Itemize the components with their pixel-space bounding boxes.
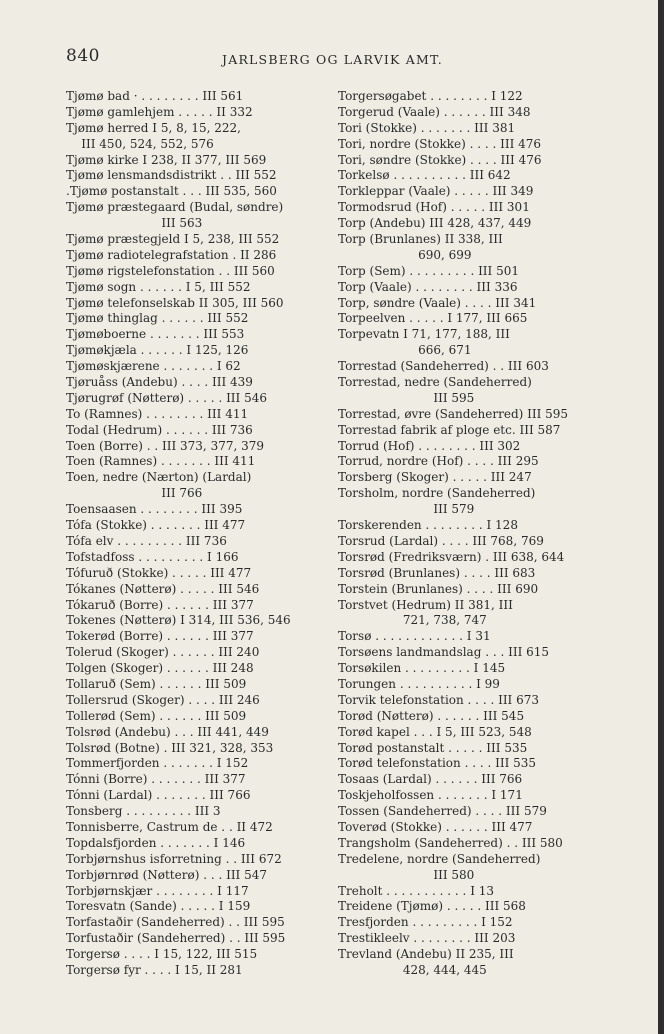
index-entry: Tónni (Borre) . . . . . . . III 377 [66,772,246,787]
index-entry: III 580 [338,867,475,882]
index-entry: Tjømø præstegaard (Budal, søndre) [66,200,284,215]
index-entry: Tónni (Lardal) . . . . . . . III 766 [66,788,251,803]
index-entry: Torrud (Hof) . . . . . . . . III 302 [338,438,521,453]
index-entry: Torød kapel . . . I 5, III 523, 548 [338,724,532,739]
index-entry: Toverød (Stokke) . . . . . . III 477 [338,819,533,834]
left-index-column [66,89,320,979]
index-entry: Torfastaðir (Sandeherred) . . III 595 [66,915,285,930]
index-entry: Todal (Hedrum) . . . . . . III 736 [66,422,253,437]
index-entry: Tjømøkjæla . . . . . . I 125, 126 [66,343,249,358]
index-entry: Tredelene, nordre (Sandeherred) [338,851,541,866]
index-entry: Treidene (Tjømø) . . . . . III 568 [338,899,526,914]
index-entry: Torbjørnrød (Nøtterø) . . . III 547 [66,867,268,882]
index-entry: Tjømø kirke I 238, II 377, III 569 [66,152,267,167]
index-entry: Torpeelven . . . . . I 177, III 665 [338,311,528,326]
index-entry: Tókanes (Nøtterø) . . . . . III 546 [66,581,260,596]
index-entry: Tófuruð (Stokke) . . . . . III 477 [66,565,252,580]
index-entry: Tonnisberre, Castrum de . . II 472 [66,819,273,834]
index-entry: Tjømø thinglag . . . . . . III 552 [66,311,249,326]
index-entry: Trevland (Andebu) II 235, III [338,947,514,962]
index-entry: Tókaruð (Borre) . . . . . . III 377 [66,597,254,612]
index-entry: Tjømø præstegjeld I 5, 238, III 552 [66,232,280,247]
index-entry: III 579 [338,502,475,517]
index-entry: Torsrød (Fredriksværn) . III 638, 644 [338,549,565,564]
index-entry: Tjømøboerne . . . . . . . III 553 [66,327,245,342]
index-entry: Torgersø fyr . . . . I 15, II 281 [66,962,243,977]
index-entry: Tosaas (Lardal) . . . . . . III 766 [338,772,523,787]
index-entry: Toen (Ramnes) . . . . . . . III 411 [66,454,256,469]
index-entry: .Tjømø postanstalt . . . III 535, 560 [66,184,277,199]
index-entry: Torstvet (Hedrum) II 381, III [338,597,513,612]
index-entry: Torrestad (Sandeherred) . . III 603 [338,359,549,374]
index-entry: Tolgen (Skoger) . . . . . . III 248 [66,661,254,676]
index-entry: Toensaasen . . . . . . . . III 395 [66,502,243,517]
index-entry: Tollerød (Sem) . . . . . . III 509 [66,708,247,723]
index-entry: Torungen . . . . . . . . . . I 99 [338,676,500,691]
index-entry: Torpevatn I 71, 177, 188, III [338,327,510,342]
index-entry: Tófa (Stokke) . . . . . . . III 477 [66,518,246,533]
index-entry: Torbjørnskjær . . . . . . . . I 117 [66,883,249,898]
index-entry: Tori (Stokke) . . . . . . . III 381 [338,120,516,135]
index-entry: Trestikleelv . . . . . . . . III 203 [338,931,516,946]
index-entry: Torsøens landmandslag . . . III 615 [338,645,550,660]
index-entry: Torød (Nøtterø) . . . . . . III 545 [338,708,525,723]
index-entry: Torrud, nordre (Hof) . . . . III 295 [338,454,539,469]
index-entry: III 563 [66,216,203,231]
index-entry: Torrestad, øvre (Sandeherred) III 595 [338,406,569,421]
index-entry: Torfustaðir (Sandeherred) . . III 595 [66,931,286,946]
index-entry: Torp, søndre (Vaale) . . . . III 341 [338,295,537,310]
index-entry: Tófa elv . . . . . . . . . III 736 [66,533,227,548]
index-entry: Tresfjorden . . . . . . . . . I 152 [338,915,513,930]
index-entry: Tori, nordre (Stokke) . . . . III 476 [338,136,542,151]
index-entry: Tjømø gamlehjem . . . . . II 332 [66,104,253,119]
index-entry: Trangsholm (Sandeherred) . . III 580 [338,835,563,850]
index-entry: Tonsberg . . . . . . . . . III 3 [66,804,221,819]
scan-edge [658,0,664,1034]
index-entry: Tjømø rigstelefonstation . . III 560 [66,263,275,278]
index-entry: Torsholm, nordre (Sandeherred) [338,486,536,501]
index-entry: Tokenes (Nøtterø) I 314, III 536, 546 [66,613,291,628]
index-entry: Tossen (Sandeherred) . . . . III 579 [338,804,547,819]
index-entry: Toen, nedre (Nærton) (Lardal) [66,470,252,485]
index-entry: Tori, søndre (Stokke) . . . . III 476 [338,152,542,167]
page-number: 840 [66,46,100,66]
index-entry: Torkleppar (Vaale) . . . . . III 349 [338,184,534,199]
index-entry: Tokerød (Borre) . . . . . . III 377 [66,629,254,644]
index-entry: 721, 738, 747 [338,613,487,628]
index-entry: Tjømø herred I 5, 8, 15, 222, [66,120,241,135]
index-entry: Tjømø telefonselskab II 305, III 560 [66,295,284,310]
index-entry: Tollersrud (Skoger) . . . . III 246 [66,692,260,707]
index-entry: Tjørugrøf (Nøtterø) . . . . . III 546 [66,390,268,405]
index-entry: Torvik telefonstation . . . . III 673 [338,692,540,707]
index-entry: Tofstadfoss . . . . . . . . . I 166 [66,549,239,564]
index-entry: Toen (Borre) . . III 373, 377, 379 [66,438,264,453]
index-entry: 428, 444, 445 [338,962,487,977]
index-entry: Tjømø sogn . . . . . . I 5, III 552 [66,279,251,294]
index-entry: Tjøruåss (Andebu) . . . . III 439 [66,375,253,390]
index-entry: Torskerenden . . . . . . . . I 128 [338,518,518,533]
index-entry: Tollaruð (Sem) . . . . . . III 509 [66,676,247,691]
index-entry: Torgersø . . . . I 15, 122, III 515 [66,947,258,962]
index-entry: Treholt . . . . . . . . . . . I 13 [338,883,495,898]
index-entry: Toskjeholfossen . . . . . . . I 171 [338,788,523,803]
index-entry: Tormodsrud (Hof) . . . . . III 301 [338,200,530,215]
index-entry: Tolerud (Skoger) . . . . . . III 240 [66,645,260,660]
index-entry: Torsrud (Lardal) . . . . III 768, 769 [338,533,544,548]
index-entry: Torsø . . . . . . . . . . . . I 31 [338,629,491,644]
index-entry: Tommerfjorden . . . . . . . I 152 [66,756,249,771]
index-entry: Torp (Vaale) . . . . . . . . III 336 [338,279,518,294]
index-entry: Topdalsfjorden . . . . . . . I 146 [66,835,246,850]
index-entry: Torrestad, nedre (Sandeherred) [338,375,532,390]
index-entry: Tjømøskjærene . . . . . . . I 62 [66,359,241,374]
index-entry: Tjømø bad · . . . . . . . . III 561 [66,89,244,103]
index-entry: Torød telefonstation . . . . III 535 [338,756,537,771]
index-entry: 666, 671 [338,343,472,358]
index-entry: To (Ramnes) . . . . . . . . III 411 [66,406,249,421]
index-entry: Tjømø radiotelegrafstation . II 286 [66,247,277,262]
index-entry: Tolsrød (Botne) . III 321, 328, 353 [66,740,274,755]
index-entry: Torp (Andebu) III 428, 437, 449 [338,216,532,231]
index-entry: Torsberg (Skoger) . . . . . III 247 [338,470,532,485]
index-entry: Torsrød (Brunlanes) . . . . III 683 [338,565,536,580]
index-entry: 690, 699 [338,247,472,262]
right-index-column [338,89,596,979]
index-entry: Toresvatn (Sande) . . . . . I 159 [66,899,251,914]
index-entry: Torp (Sem) . . . . . . . . . III 501 [338,263,520,278]
running-title: JARLSBERG OG LARVIK AMT. [222,52,443,67]
index-entry: Torbjørnshus isforretning . . III 672 [66,851,282,866]
index-entry: III 595 [338,390,475,405]
index-entry: Torstein (Brunlanes) . . . . III 690 [338,581,539,596]
index-entry: III 766 [66,486,203,501]
index-entry: III 450, 524, 552, 576 [66,136,214,151]
index-entry: Torp (Brunlanes) II 338, III [338,232,503,247]
index-entry: Torsøkilen . . . . . . . . . I 145 [338,661,506,676]
index-entry: Tjømø lensmandsdistrikt . . III 552 [66,168,277,183]
index-entry: Torgerud (Vaale) . . . . . . III 348 [338,104,531,119]
index-entry: Torød postanstalt . . . . . III 535 [338,740,528,755]
index-entry: Torgersøgabet . . . . . . . . I 122 [338,89,523,103]
index-entry: Torrestad fabrik af ploge etc. III 587 [338,422,561,437]
index-entry: Torkelsø . . . . . . . . . . III 642 [338,168,511,183]
index-entry: Tolsrød (Andebu) . . . III 441, 449 [66,724,269,739]
